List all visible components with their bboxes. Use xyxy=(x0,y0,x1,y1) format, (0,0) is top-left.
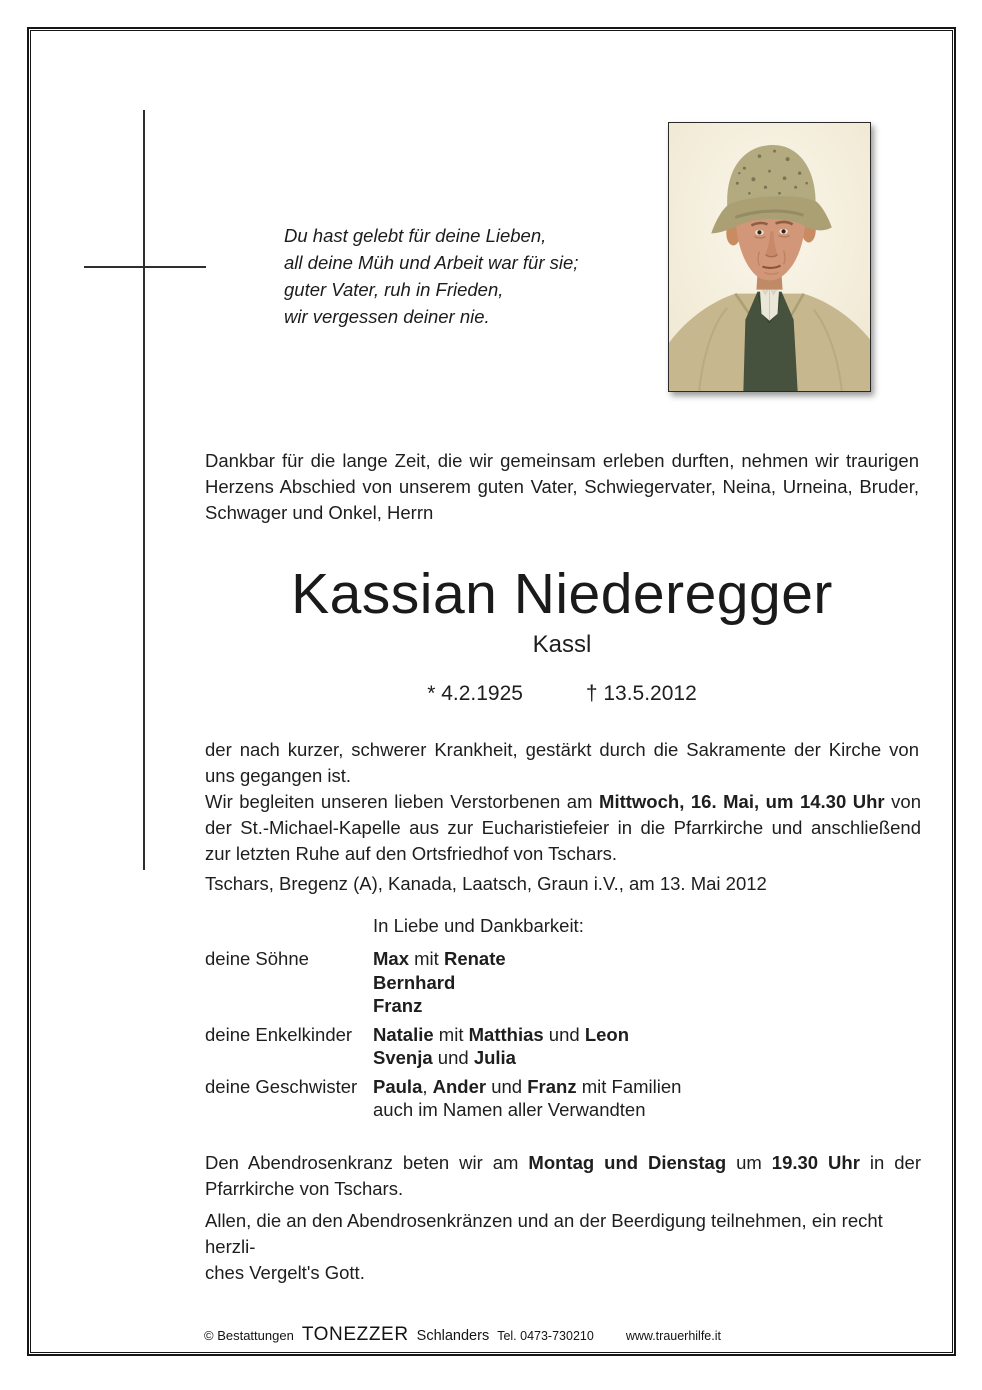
birth-date: * 4.2.1925 xyxy=(427,682,523,705)
text-segment: Wir begleiten unseren lieben Verstorbenen am xyxy=(205,791,600,812)
bold-text-segment: Natalie xyxy=(373,1023,434,1045)
text-segment: mit Familien xyxy=(576,1075,682,1097)
bold-text-segment: Matthias xyxy=(468,1023,544,1045)
text-line: Allen, die an den Abendrosenkränzen und an der Beerdigung teilnehmen, ein recht herzli- xyxy=(205,1210,883,1257)
text-segment: Den Abendrosenkranz beten wir am xyxy=(205,1152,529,1173)
deceased-name: Kassian Niederegger xyxy=(291,562,833,626)
family-names-line xyxy=(373,994,919,1018)
footer-website: www.trauerhilfe.it xyxy=(625,1329,721,1343)
text-segment: um xyxy=(726,1152,772,1173)
bold-text-segment: Max xyxy=(373,948,409,969)
text-line: all deine Müh und Arbeit war für sie; xyxy=(284,252,579,273)
family-relation-label: deine Enkelkinder xyxy=(205,1023,353,1045)
funeral-paragraph xyxy=(205,789,921,867)
bold-text-segment: Leon xyxy=(584,1023,630,1045)
family-names-line xyxy=(373,971,919,995)
portrait-illustration xyxy=(669,123,870,391)
deceased-nickname: Kassl xyxy=(532,631,592,658)
bold-text-segment: Franz xyxy=(373,995,423,1016)
bold-text-segment: 19.30 Uhr xyxy=(771,1152,860,1173)
text-segment: , xyxy=(422,1075,433,1097)
family-row xyxy=(205,1023,919,1070)
bold-text-segment: Svenja xyxy=(373,1047,433,1068)
death-paragraph: der nach kurzer, schwerer Krankheit, gestärkt durch die Sakramente der Kirche von uns gegangen ist. xyxy=(205,739,919,786)
rosary-paragraph xyxy=(205,1150,921,1202)
bold-text-segment: Mittwoch, 16. Mai, um 14.30 Uhr xyxy=(599,791,885,812)
bold-text-segment: Franz xyxy=(527,1075,577,1097)
text-segment: mit xyxy=(409,948,444,969)
deceased-photo xyxy=(668,122,871,392)
death-date: † 13.5.2012 xyxy=(585,682,697,705)
text-segment: und xyxy=(486,1075,528,1097)
bold-text-segment: Renate xyxy=(443,948,506,969)
bold-text-segment: Montag und Dienstag xyxy=(528,1152,727,1173)
text-segment: auch im Namen aller Verwandten xyxy=(373,1099,646,1120)
bold-text-segment: Ander xyxy=(432,1075,487,1097)
footer-brand: TONEZZER xyxy=(301,1324,409,1345)
family-row xyxy=(205,1075,919,1122)
text-line: ches Vergelt's Gott. xyxy=(205,1262,365,1283)
family-names-line xyxy=(373,947,919,971)
places-date-line: Tschars, Bregenz (A), Kanada, Laatsch, Graun i.V., am 13. Mai 2012 xyxy=(205,873,767,894)
bold-text-segment: Paula xyxy=(373,1075,423,1097)
text-line: Du hast gelebt für deine Lieben, xyxy=(284,225,547,246)
dedication-line: In Liebe und Dankbarkeit: xyxy=(373,915,584,936)
bold-text-segment: Julia xyxy=(473,1047,516,1068)
text-segment: und xyxy=(543,1023,585,1045)
memorial-poem xyxy=(284,222,578,330)
life-dates xyxy=(205,681,919,707)
family-names-line xyxy=(373,1046,919,1070)
footer xyxy=(204,1324,721,1346)
family-names xyxy=(373,1023,919,1070)
cross-vertical-line xyxy=(143,110,145,870)
cross-horizontal-line xyxy=(84,266,206,268)
family-names xyxy=(373,1075,919,1122)
family-relation-label: deine Geschwister xyxy=(205,1075,358,1097)
family-relation-label: deine Söhne xyxy=(205,948,309,969)
footer-city: Schlanders xyxy=(416,1328,490,1344)
text-line: guter Vater, ruh in Frieden, xyxy=(284,279,504,300)
text-segment: von der St.-Michael-Kapelle aus zur Eucharistiefeier in die Pfarrkirche und anschließend zur letzten Ruhe auf den Ortsfriedhof von Tschars. xyxy=(205,791,922,864)
family-names xyxy=(373,947,919,1018)
family-row xyxy=(205,947,919,1018)
text-line: wir vergessen deiner nie. xyxy=(284,306,490,327)
footer-copyright: © Bestattungen xyxy=(204,1328,294,1343)
thanks-paragraph xyxy=(205,1208,921,1286)
footer-phone: Tel. 0473-730210 xyxy=(497,1329,594,1343)
intro-paragraph: Dankbar für die lange Zeit, die wir gemeinsam erleben durften, nehmen wir traurigen Herzens Abschied von unserem guten Vater, Schwiegervater, Neina, Urneina, Bruder, Schwager und Onkel, Herrn xyxy=(205,450,919,523)
family-names-line xyxy=(373,1075,919,1099)
text-segment: in der Pfarrkirche von Tschars. xyxy=(205,1152,921,1199)
text-segment: und xyxy=(432,1047,474,1068)
text-segment: mit xyxy=(433,1023,469,1045)
family-names-line xyxy=(373,1023,919,1047)
bold-text-segment: Bernhard xyxy=(373,971,456,993)
family-names-line xyxy=(373,1098,919,1122)
family-list xyxy=(205,947,919,1127)
